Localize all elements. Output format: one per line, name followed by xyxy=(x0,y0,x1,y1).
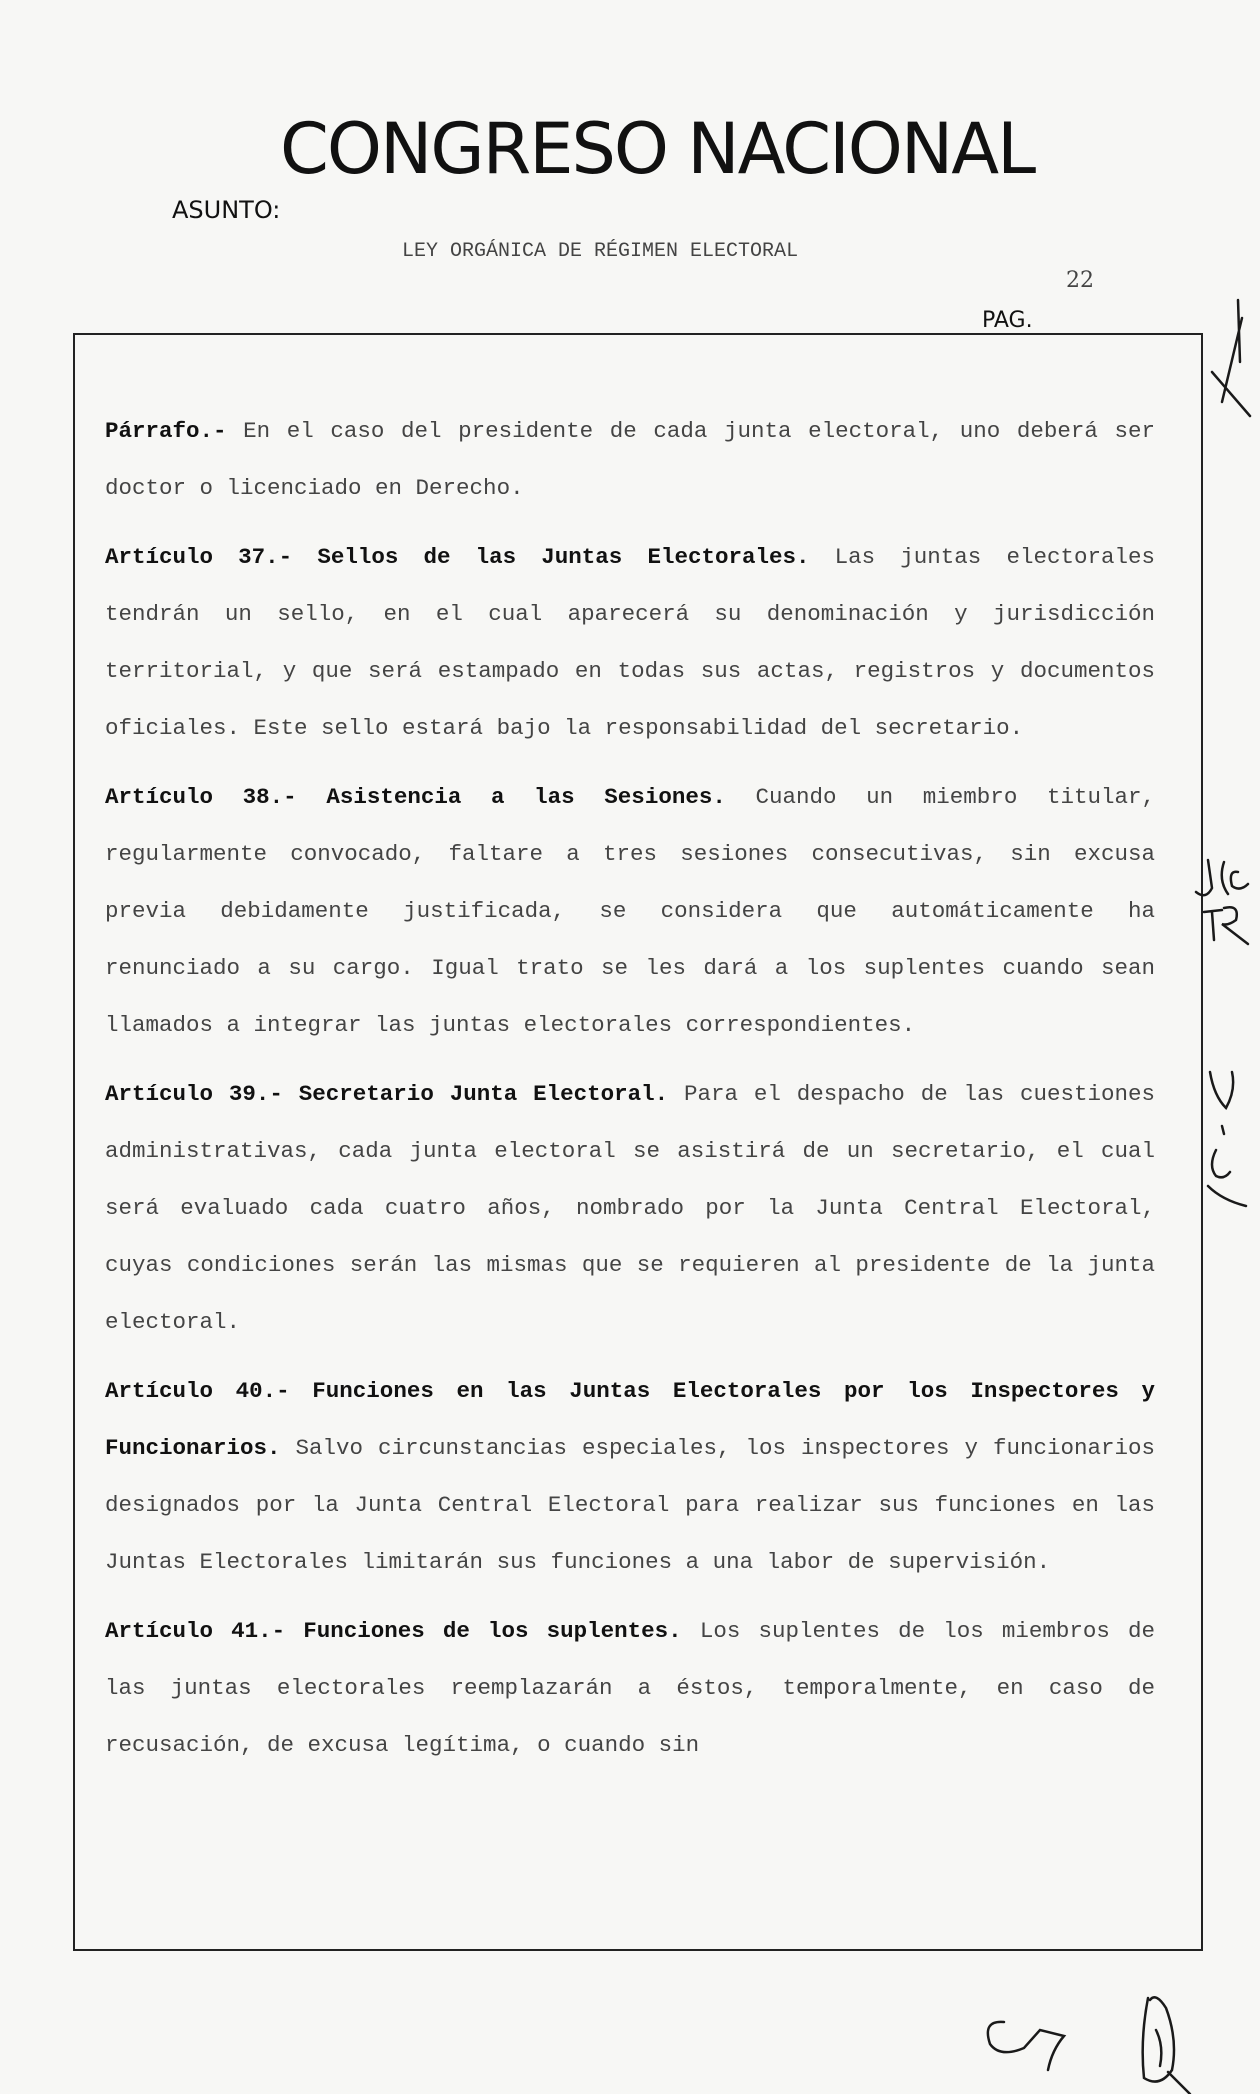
document-subject: LEY ORGÁNICA DE RÉGIMEN ELECTORAL xyxy=(402,240,799,263)
article-heading: Artículo 38.- Asistencia a las Sesiones. xyxy=(105,784,726,810)
asunto-label: ASUNTO: xyxy=(172,196,281,224)
article-heading: Artículo 41.- Funciones de los suplentes. xyxy=(105,1618,682,1644)
article-text: Para el despacho de las cuestiones administrativas, cada junta electoral se asistirá de un secretario, el cual será evaluado cada cuatro años, nombrado por la Junta Central Electoral, cuyas condiciones serán las mismas que se requieren al presidente de la junta electoral. xyxy=(105,1081,1155,1335)
parrafo-heading: Párrafo.- xyxy=(105,418,227,444)
margin-check-mark xyxy=(1212,300,1250,416)
page-number: 22 xyxy=(1066,268,1094,293)
bottom-signature xyxy=(988,2022,1064,2070)
margin-initials-1 xyxy=(1196,860,1248,895)
article-heading: Artículo 37.- Sellos de las Juntas Electorales. xyxy=(105,544,810,570)
bottom-signature-initial xyxy=(1143,1997,1190,2094)
margin-initials-2 xyxy=(1204,907,1248,944)
page-label: PAG. xyxy=(982,308,1033,333)
article-text: Salvo circunstancias especiales, los inspectores y funcionarios designados por la Junta Central Electoral para realizar sus funciones en las Juntas Electorales limitarán sus funciones a una labor de supervisión. xyxy=(105,1435,1155,1575)
parrafo-text: En el caso del presidente de cada junta electoral, uno deberá ser doctor o licenciado en Derecho. xyxy=(105,418,1155,501)
congress-title: CONGRESO NACIONAL xyxy=(280,108,1035,190)
article-text: Los suplentes de los miembros de las juntas electorales reemplazarán a éstos, temporalmente, en caso de recusación, de excusa legítima, o cuando sin xyxy=(105,1618,1155,1758)
article-text: Cuando un miembro titular, regularmente convocado, faltare a tres sesiones consecutivas, sin excusa previa debidamente justificada, se considera que automáticamente ha renunciado a su cargo. Igual trato se les dará a los suplentes cuando sean llamados a integrar las juntas electorales correspondientes. xyxy=(105,784,1155,1038)
margin-initials-3 xyxy=(1208,1072,1246,1206)
article-text: Las juntas electorales tendrán un sello, en el cual aparecerá su denominación y jurisdicción territorial, y que será estampado en todas sus actas, registros y documentos oficiales. Este sello estará bajo la responsabilidad del secretario. xyxy=(105,544,1155,741)
article-heading: Artículo 39.- Secretario Junta Electoral. xyxy=(105,1081,669,1107)
article-heading: Artículo 40.- Funciones en las Juntas Electorales por los Inspectores y Funcionarios. xyxy=(105,1378,1155,1461)
